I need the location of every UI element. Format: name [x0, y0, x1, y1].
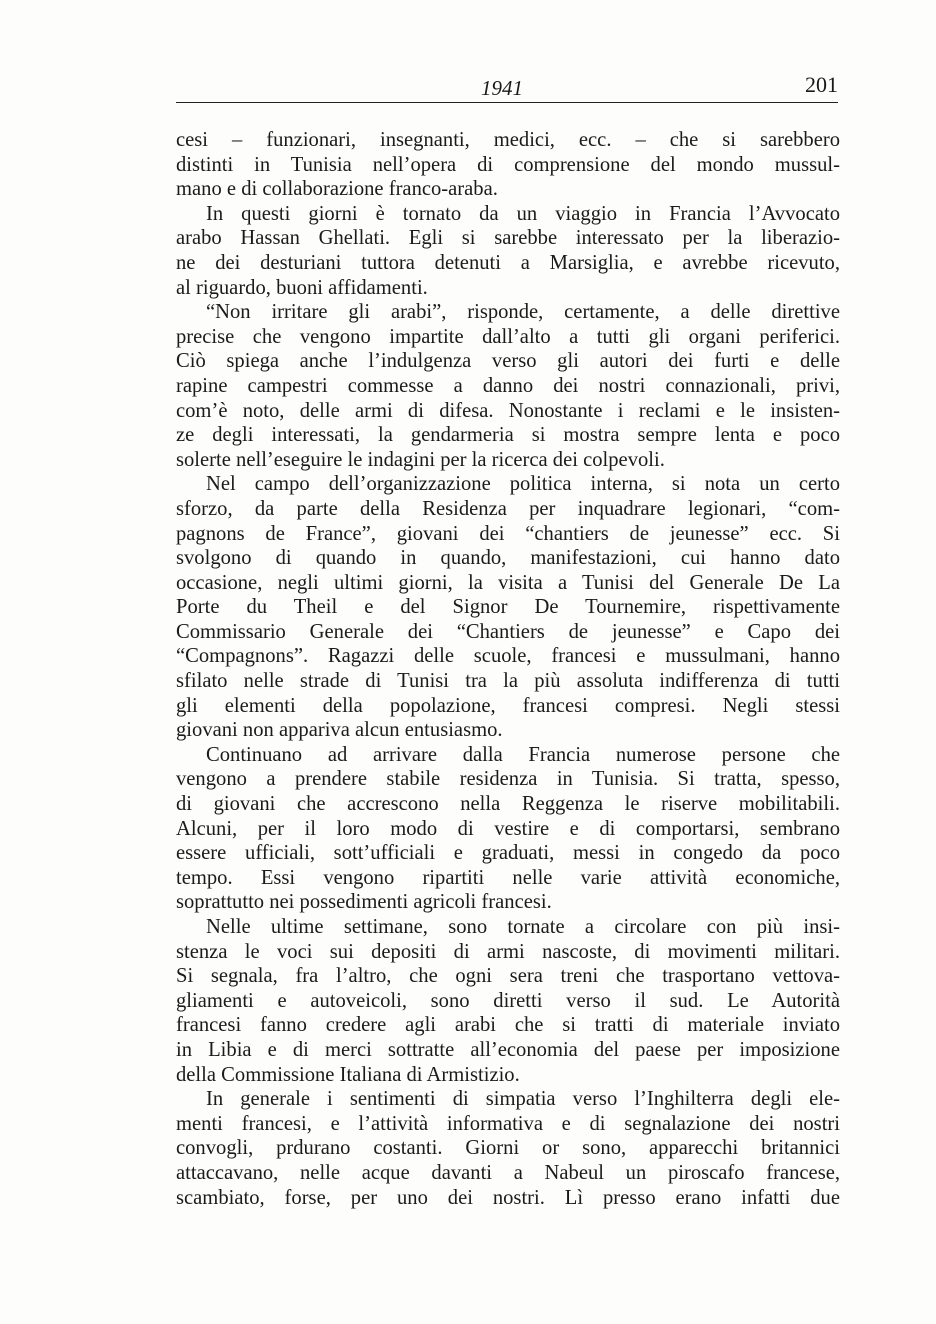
- text-line: Commissario Generale dei “Chantiers de jeunesse” e Capo dei: [176, 620, 840, 643]
- text-line: mano e di collaborazione franco-araba.: [176, 178, 498, 201]
- text-line: cesi – funzionari, insegnanti, medici, ecc. – che si sarebbero: [176, 129, 840, 151]
- text-line: Nelle ultime settimane, sono tornate a circolare con più insi-: [206, 916, 840, 938]
- text-line: ze degli interessati, la gendarmeria si mostra sempre lenta e poco: [176, 424, 840, 447]
- text-line: essere ufficiali, sott’ufficiali e graduati, messi in congedo da poco: [176, 842, 840, 865]
- body-text: [176, 128, 840, 1210]
- text-line: sfilato nelle strade di Tunisi tra la più assoluta indifferenza di tutti: [176, 670, 840, 693]
- text-line: Continuano ad arrivare dalla Francia numerose persone che: [206, 743, 840, 766]
- text-line: Nel campo dell’organizzazione politica interna, si nota un certo: [206, 473, 840, 496]
- text-line: giovani non appariva alcun entusiasmo.: [176, 719, 503, 742]
- text-line: tempo. Essi vengono ripartiti nelle varie attività economiche,: [176, 866, 840, 889]
- text-line: ne dei desturiani tuttora detenuti a Marsiglia, e avrebbe ricevuto,: [176, 251, 840, 274]
- text-line: stenza le voci sui depositi di armi nascoste, di movimenti militari.: [176, 940, 840, 963]
- text-line: sforzo, da parte della Residenza per inquadrare legionari, “com-: [176, 497, 840, 520]
- text-line: arabo Hassan Ghellati. Egli si sarebbe interessato per la liberazio-: [176, 227, 840, 250]
- text-line: gliamenti e autoveicoli, sono diretti verso il sud. Le Autorità: [176, 989, 840, 1012]
- paragraph: [176, 1087, 840, 1210]
- text-line: In generale i sentimenti di simpatia verso l’Inghilterra degli ele-: [206, 1088, 840, 1111]
- text-line: della Commissione Italiana di Armistizio.: [176, 1063, 520, 1086]
- text-line: “Compagnons”. Ragazzi delle scuole, francesi e mussulmani, hanno: [176, 645, 840, 668]
- running-title: 1941: [481, 76, 523, 100]
- text-line: convogli, prdurano costanti. Giorni or sono, apparecchi britannici: [176, 1137, 840, 1160]
- text-line: attaccavano, nelle acque davanti a Nabeul un piroscafo francese,: [176, 1161, 840, 1184]
- text-line: di giovani che accrescono nella Reggenza le riserve mobilitabili.: [176, 793, 840, 816]
- text-line: distinti in Tunisia nell’opera di comprensione del mondo mussul-: [176, 153, 840, 176]
- text-line: vengono a prendere stabile residenza in Tunisia. Si tratta, spesso,: [176, 768, 840, 791]
- text-line: Ciò spiega anche l’indulgenza verso gli autori dei furti e delle: [176, 350, 840, 373]
- text-line: “Non irritare gli arabi”, risponde, certamente, a delle direttive: [206, 301, 840, 324]
- text-line: Si segnala, fra l’altro, che ogni sera treni che trasportano vettova-: [176, 965, 840, 988]
- text-line: precise che vengono impartite dall’alto a tutti gli organi periferici.: [176, 325, 840, 348]
- text-line: gli elementi della popolazione, francesi compresi. Negli stessi: [176, 694, 840, 717]
- text-line: scambiato, forse, per uno dei nostri. Lì presso erano infatti due: [176, 1186, 840, 1209]
- text-line: svolgono di quando in quando, manifestazioni, cui hanno dato: [176, 547, 840, 570]
- paragraph: [176, 915, 840, 1087]
- text-line: solerte nell’eseguire le indagini per la ricerca dei colpevoli.: [176, 448, 665, 471]
- text-line: com’è noto, delle armi di difesa. Nonostante i reclami e le insisten-: [176, 399, 840, 422]
- text-line: menti francesi, e l’attività informativa e di segnalazione dei nostri: [176, 1112, 840, 1135]
- page-header: [176, 70, 838, 103]
- paragraph: [176, 202, 840, 300]
- paragraph: [176, 743, 840, 915]
- paragraph: [176, 300, 840, 472]
- paragraph: [176, 128, 840, 202]
- paragraph: [176, 472, 840, 743]
- text-line: occasione, negli ultimi giorni, la visita a Tunisi del Generale De La: [176, 571, 840, 594]
- text-line: soprattutto nei possedimenti agricoli francesi.: [176, 891, 552, 914]
- text-line: in Libia e di merci sottratte all’economia del paese per imposizione: [176, 1038, 840, 1061]
- text-line: Alcuni, per il loro modo di vestire e di comportarsi, sembrano: [176, 817, 840, 840]
- text-line: pagnons de France”, giovani dei “chantiers de jeunesse” ecc. Si: [176, 522, 840, 545]
- text-line: rapine campestri commesse a danno dei nostri connazionali, privi,: [176, 374, 840, 397]
- text-line: francesi fanno credere agli arabi che si tratti di materiale inviato: [176, 1014, 840, 1037]
- text-line: Porte du Theil e del Signor De Tournemire, rispettivamente: [176, 596, 840, 619]
- text-line: al riguardo, buoni affidamenti.: [176, 276, 428, 299]
- page-number: 201: [805, 72, 838, 97]
- text-line: In questi giorni è tornato da un viaggio in Francia l’Avvocato: [206, 202, 840, 225]
